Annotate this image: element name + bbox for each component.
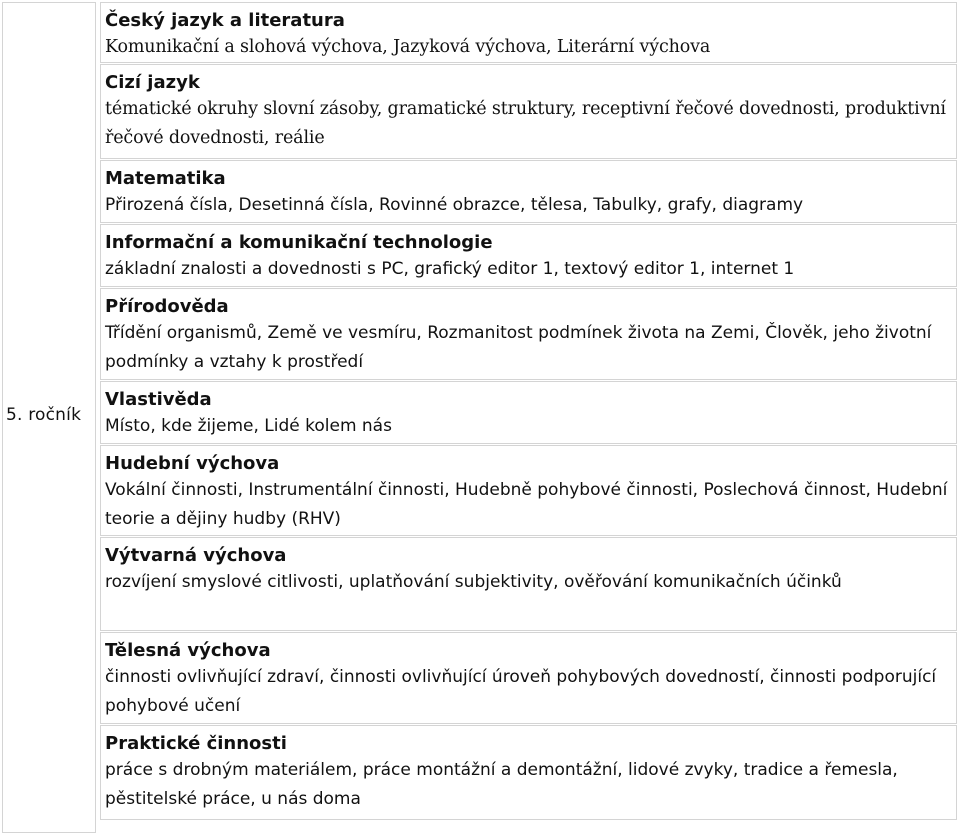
subject-row-pe <box>100 632 957 724</box>
subject-row-czech <box>100 2 957 63</box>
subject-name: Matematika <box>105 168 226 189</box>
curriculum-table <box>2 2 957 833</box>
grade-cell <box>2 2 96 833</box>
subject-name: Vlastivěda <box>105 389 212 410</box>
subject-row-math <box>100 160 957 223</box>
subject-row-practical <box>100 725 957 820</box>
subject-description: činnosti ovlivňující zdraví, činnosti ovlivňující úroveň pohybových dovedností, činnosti podporující pohybové učení <box>105 667 937 716</box>
subject-row-ict <box>100 224 957 287</box>
grade-label: 5. ročník <box>6 405 82 425</box>
subject-description: tématické okruhy slovní zásoby, gramatické struktury, receptivní řečové dovednosti, produktivní řečové dovednosti, reálie <box>105 99 946 148</box>
subject-description: Komunikační a slohová výchova, Jazyková výchova, Literární výchova <box>105 37 711 57</box>
subject-description: Přirozená čísla, Desetinná čísla, Rovinné obrazce, tělesa, Tabulky, grafy, diagramy <box>105 195 804 215</box>
subject-row-music <box>100 445 957 536</box>
subject-name: Český jazyk a literatura <box>105 10 345 31</box>
subject-row-foreign-language <box>100 64 957 159</box>
subject-name: Informační a komunikační technologie <box>105 232 493 253</box>
subject-row-natural-science <box>100 288 957 380</box>
subject-name: Praktické činnosti <box>105 733 287 754</box>
subject-name: Cizí jazyk <box>105 72 200 93</box>
subject-description: práce s drobným materiálem, práce montážní a demontážní, lidové zvyky, tradice a řemesla, pěstitelské práce, u nás doma <box>105 760 898 809</box>
subject-description: Místo, kde žijeme, Lidé kolem nás <box>105 416 392 436</box>
subjects-column <box>96 2 957 833</box>
subject-name: Výtvarná výchova <box>105 545 287 566</box>
subject-name: Tělesná výchova <box>105 640 271 661</box>
subject-name: Hudební výchova <box>105 453 280 474</box>
subject-description: Třídění organismů, Země ve vesmíru, Rozmanitost podmínek života na Zemi, Člověk, jeho životní podmínky a vztahy k prostředí <box>105 323 932 372</box>
subject-row-art <box>100 537 957 631</box>
subject-row-homeland-studies <box>100 381 957 444</box>
subject-description: rozvíjení smyslové citlivosti, uplatňování subjektivity, ověřování komunikačních účinků <box>105 572 842 592</box>
subject-description: základní znalosti a dovednosti s PC, grafický editor 1, textový editor 1, internet 1 <box>105 259 795 279</box>
subject-description: Vokální činnosti, Instrumentální činnosti, Hudebně pohybové činnosti, Poslechová činnost, Hudební teorie a dějiny hudby (RHV) <box>105 480 948 529</box>
subject-name: Přírodověda <box>105 296 229 317</box>
